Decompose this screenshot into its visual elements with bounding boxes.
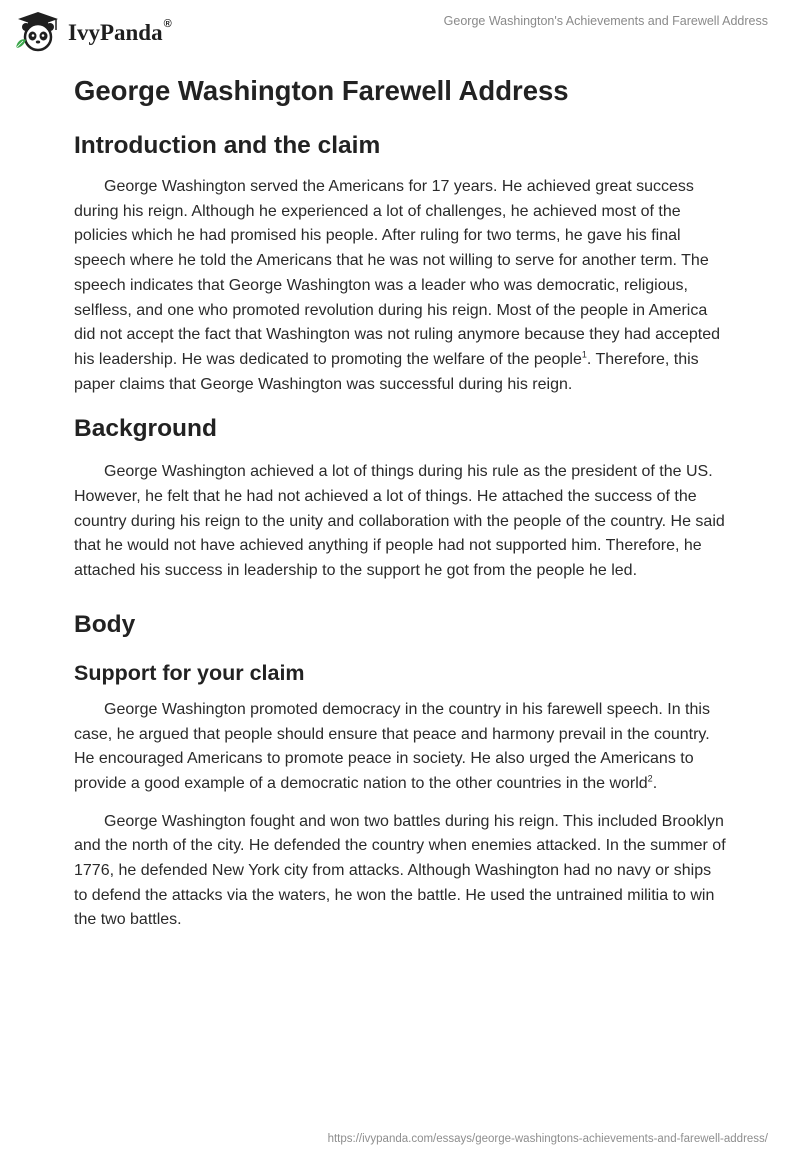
footnote-ref-1[interactable]: 1 bbox=[581, 349, 587, 360]
footnote-ref-2[interactable]: 2 bbox=[647, 773, 653, 784]
subsection-heading-support: Support for your claim bbox=[74, 660, 305, 685]
paragraph-introduction: George Washington served the Americans for 17 years. He achieved great success during his reign. Although he experienced a lot of challenges, he achieved most of the policies which he had promised his people. After ruling for two terms, he gave his final speech where he told the Americans that he was not willing to serve for another term. The speech indicates that George Washington was a leader who was democratic, religious, selfless, and one who promoted revolution during his reign. Most of the people in America did not accept the fact that Washington was not ruling anymore because they had accepted his leadership. He was dedicated to promoting the welfare of the people$^1$. Therefore, this paper claims that George Washington was successful during his reign. bbox=[74, 178, 721, 393]
paragraph-support-democracy: George Washington promoted democracy in the country in his farewell speech. In this case, he argued that people should ensure that peace and harmony prevail in the country. He encouraged Americans to promote peace in society. He also urged the Americans to provide a good example of a democratic nation to the other countries in the world$^2$. bbox=[74, 700, 710, 792]
document-title: George Washington's Achievements and Farewell Address bbox=[443, 14, 768, 28]
source-url[interactable]: https://ivypanda.com/essays/george-washingtons-achievements-and-farewell-address/ bbox=[327, 1133, 768, 1145]
panda-graduate-icon bbox=[12, 10, 64, 54]
paragraph-background: George Washington achieved a lot of things during his rule as the president of the US. However, he felt that he had not achieved a lot of things. He attached the success of the country during his reign to the unity and collaboration with the people of the country. He said that he would not have achieved anything if people had not supported him. Therefore, he attached his success in leadership to the support he got from the people he led. bbox=[74, 463, 725, 580]
page-header bbox=[0, 0, 800, 60]
logo-wordmark: IvyPanda® bbox=[68, 18, 172, 45]
article-content bbox=[74, 70, 728, 933]
section-heading-body: Body bbox=[74, 610, 136, 638]
ivypanda-logo[interactable] bbox=[12, 10, 172, 54]
section-heading-background: Background bbox=[74, 415, 217, 443]
paragraph-support-battles: George Washington fought and won two battles during his reign. This included Brooklyn and the north of the city. He defended the country when enemies attacked. In the summer of 1776, he defended New York city from attacks. Although Washington had no navy or ships to defend the attacks via the waters, he won the battle. He used the untrained militia to win the two battles. bbox=[74, 812, 726, 929]
section-heading-introduction: Introduction and the claim bbox=[74, 132, 381, 159]
page-title: George Washington Farewell Address bbox=[74, 75, 569, 106]
